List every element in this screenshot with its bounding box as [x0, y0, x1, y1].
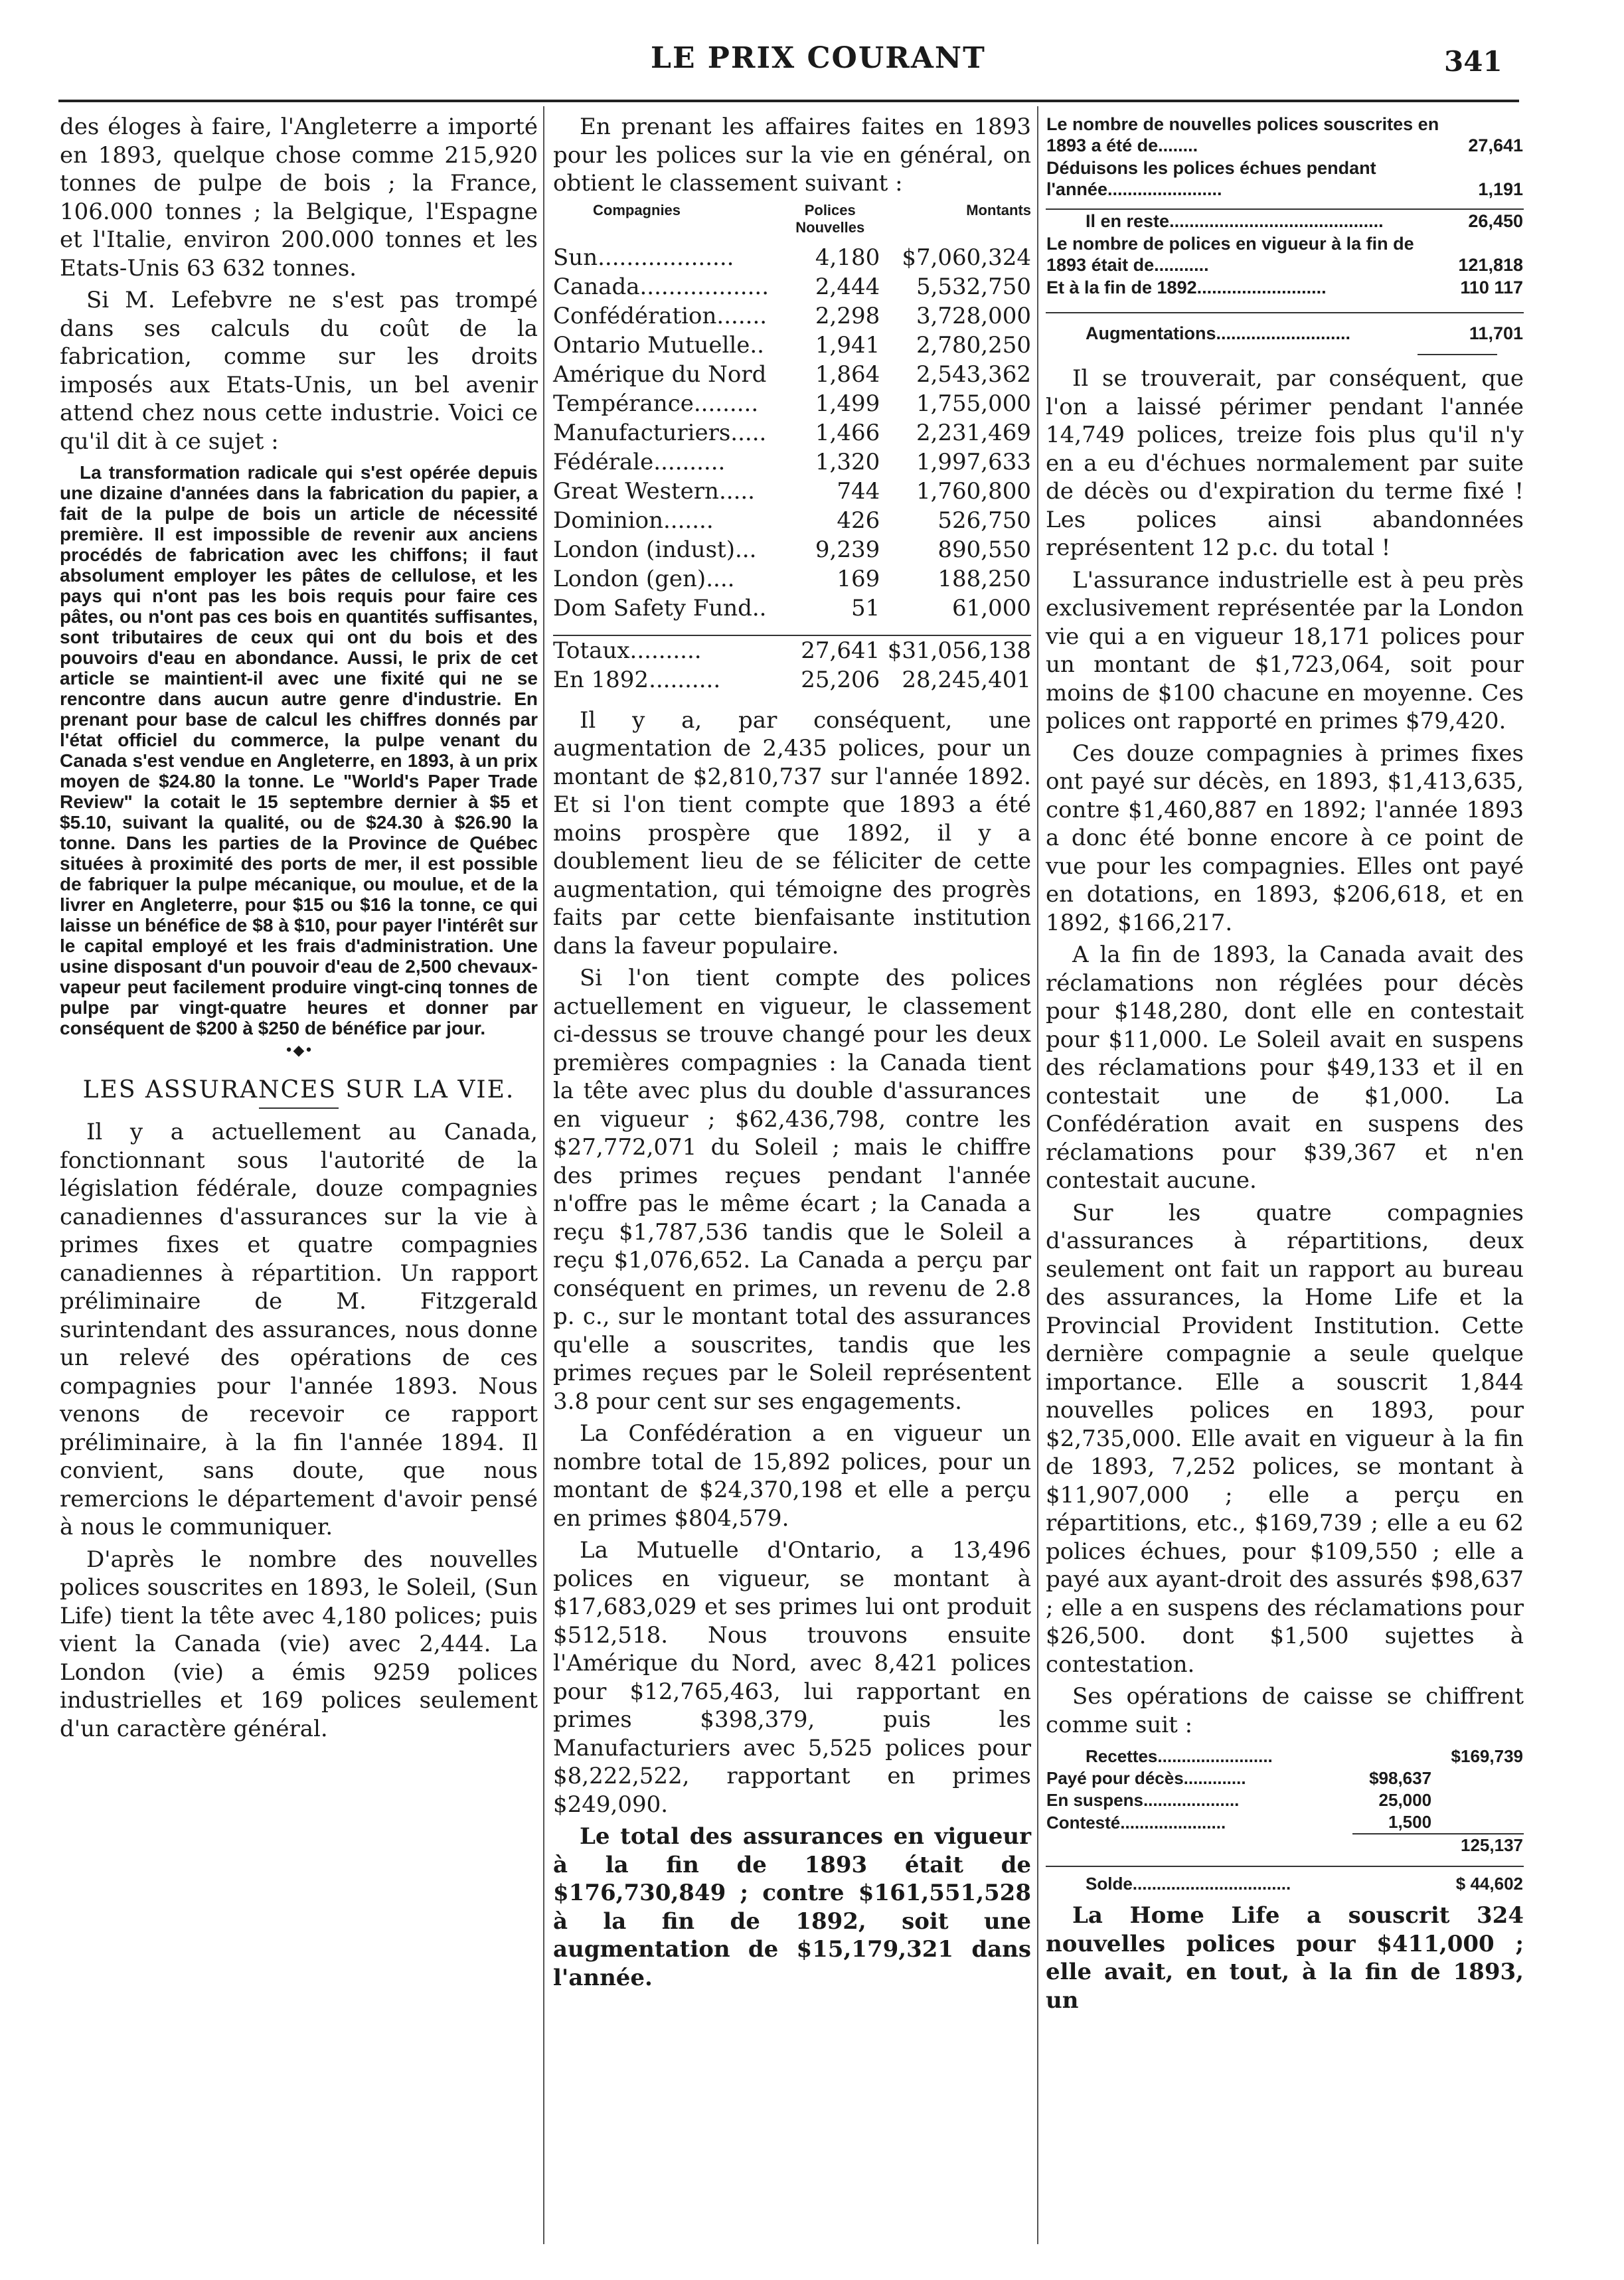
row-label: Sun: [553, 244, 598, 271]
row-label: Totaux: [553, 637, 630, 664]
column-header: Compagnies: [593, 201, 681, 218]
cash-label: Recettes: [1086, 1746, 1158, 1766]
stat-row: [1046, 276, 1524, 299]
row-policies: 169: [837, 565, 880, 592]
table-row: [553, 594, 1031, 623]
table-row: [553, 389, 1031, 418]
table-row: [553, 243, 1031, 272]
paragraph: Si l'on tient compte des polices actuellement en vigueur, le classement ci-dessus se trouve changé pour les deux premières compagnies : la Canada tient la tête avec plus du double d'assurances en vigueur ; $62,436,798, contre les $27,772,071 du Soleil ; mais le chiffre des primes reçues pendant l'année n'offre pas le même écart ; la Canada a reçu $1,787,536 tandis que le Soleil a reçu $1,076,652. La Canada a perçu par conséquent en primes, un revenu de 2.8 p. c., sur le montant total des assurances qu'elle a souscrites, tandis que les primes reçues par le Soleil représentent 3.8 pour cent sur ses engagements.: [553, 965, 1031, 1415]
row-policies: 1,941: [815, 331, 880, 359]
cash-row: [1046, 1789, 1524, 1811]
row-policies: 9,239: [815, 536, 880, 563]
row-amount: 28,245,401: [902, 666, 1031, 693]
table-row: [553, 564, 1031, 594]
column-divider: [543, 106, 544, 2244]
table-header: [553, 202, 1031, 243]
table-row: [553, 506, 1031, 535]
dot-leader: ...................: [598, 244, 734, 271]
row-label: London (indust): [553, 536, 735, 563]
dot-leader: ..........: [653, 448, 726, 475]
column-1: [60, 113, 538, 1747]
stat-row: [1046, 157, 1524, 201]
row-policies: 1,320: [815, 448, 880, 475]
dot-leader: ..........: [649, 666, 721, 693]
companies-table: [553, 202, 1031, 694]
column-header: Polices Nouvelles: [795, 201, 865, 236]
stat-row: [1046, 113, 1524, 157]
dot-leader: .................................: [1132, 1874, 1291, 1894]
cash-row: [1046, 1834, 1524, 1856]
paragraph: A la fin de 1893, la Canada avait des réclamations non réglées pour décès pour $148,280, dont elle en contestait pour $11,000. Le Soleil avait en suspens des réclamations pour $49,133 et il en contestait une de $1,000. La Confédération avait en suspens des réclamations pour $39,367 et n'en contestait aucune.: [1046, 941, 1524, 1194]
row-amount: 1,755,000: [916, 390, 1031, 417]
row-amount: 1,997,633: [916, 448, 1031, 475]
stat-label: Il en reste: [1086, 211, 1170, 231]
divider: [1418, 354, 1497, 355]
row-amount: 2,231,469: [916, 419, 1031, 446]
row-label: Canada: [553, 273, 640, 300]
column-3: [1046, 113, 1524, 2018]
paragraph: Il y a actuellement au Canada, fonctionnant sous l'autorité de la législation fédérale, douze compagnies canadiennes d'assurances sur la vie à primes fixes et quatre compagnies canadiennes à répartition. Un rapport préliminaire de M. Fitzgerald surintendant des assurances, nous donne un relevé des opérations de ces compagnies pour l'année 1893. Nous venons de recevoir ce rapport préliminaire, à la fin l'année 1894. Il convient, sans doute, que nous remercions le département d'avoir pensé à nous le communiquer.: [60, 1119, 538, 1540]
cash-row: [1046, 1811, 1524, 1834]
dot-leader: ........................: [1157, 1746, 1273, 1766]
row-amount: 3,728,000: [916, 302, 1031, 329]
row-policies: 4,180: [815, 244, 880, 271]
row-label: Confédération: [553, 302, 717, 329]
cash-label: Payé pour décès: [1046, 1768, 1184, 1788]
stat-value: 27,641: [1468, 135, 1523, 155]
paragraph: Si M. Lefebvre ne s'est pas trompé dans ses calculs du coût de la fabrication, comme sur les droits imposés aux Etats-Unis, un bel avenir attend chez nous cette industrie. Voici ce qu'il dit à ce sujet :: [60, 287, 538, 455]
row-label: Fédérale: [553, 448, 654, 475]
block-quote: [60, 462, 538, 1038]
column-2: [553, 113, 1031, 1996]
dot-leader: .........: [693, 390, 759, 417]
dot-leader: .......: [663, 507, 714, 534]
page-title: LE PRIX COURANT: [651, 41, 986, 75]
dot-leader: ..: [750, 331, 764, 359]
header-rule: [58, 100, 1519, 102]
dot-leader: .....: [730, 419, 767, 446]
table-row: [553, 448, 1031, 477]
dot-leader: ........: [1158, 135, 1198, 155]
row-label: London (gen): [553, 565, 706, 592]
dot-leader: ...........: [1154, 255, 1209, 275]
paragraph: des éloges à faire, l'Angleterre a importé en 1893, quelque chose comme 215,920 tonnes de pulpe de bois ; la France, 106.000 tonnes ; la Belgique, l'Espagne et l'Italie, environ 200.000 tonnes et les Etats-Unis 63 632 tonnes.: [60, 114, 538, 282]
row-amount: 2,543,362: [916, 361, 1031, 388]
cash-value: $ 44,602: [1432, 1866, 1524, 1895]
page-number: 341: [1444, 45, 1502, 78]
dot-leader: ...........................................: [1169, 211, 1384, 231]
row-label: Tempérance: [553, 390, 694, 417]
table-row: [553, 301, 1031, 331]
row-amount: 2,780,250: [916, 331, 1031, 359]
section-rule: [259, 1107, 339, 1109]
cash-subtotal: 125,137: [1432, 1834, 1524, 1856]
dot-leader: ..................: [639, 273, 770, 300]
paragraph: Ses opérations de caisse se chiffrent comme suit :: [1046, 1683, 1524, 1738]
row-label: Dominion: [553, 507, 663, 534]
dot-leader: .......: [716, 302, 768, 329]
paragraph: La Mutuelle d'Ontario, a 13,496 polices en vigueur, se montant à $17,683,029 et ses primes lui ont produit $512,518. Nous trouvons ensuite l'Amérique du Nord, avec 8,421 polices pour $12,765,463, lui rapportant en primes $398,379, puis les Manufacturiers avec 5,525 polices pour $8,222,522, rapportant en primes $249,090.: [553, 1537, 1031, 1818]
table-row: [553, 331, 1031, 360]
row-label: Great Western: [553, 477, 719, 505]
table-row-total: [553, 635, 1031, 665]
table-row: [553, 418, 1031, 448]
paragraph: D'après le nombre des nouvelles polices souscrites en 1893, le Soleil, (Sun Life) tient la tête avec 4,180 polices; puis vient la Canada (vie) avec 2,444. La London (vie) a émis 9259 polices industrielles et 169 polices seulement d'un caractère général.: [60, 1546, 538, 1742]
cash-value: $169,739: [1451, 1746, 1523, 1766]
paragraph: Le total des assurances en vigueur à la fin de 1893 était de $176,730,849 ; contre $161,551,528 à la fin de 1892, soit une augmentation de $15,179,321 dans l'année.: [553, 1823, 1031, 1991]
paragraph: Il y a, par conséquent, une augmentation de 2,435 polices, pour un montant de $2,810,737 sur l'année 1892. Et si l'on tient compte que 1893 a été moins prospère que 1892, il y a doublement lieu de se féliciter de cette augmentation, qui témoigne des progrès faits par cette bienfaisante institution dans la faveur populaire.: [553, 706, 1031, 959]
row-label: Manufacturiers: [553, 419, 731, 446]
row-policies: 1,499: [815, 390, 880, 417]
cash-value: $98,637: [1369, 1768, 1432, 1788]
dot-leader: ....: [706, 565, 735, 592]
stat-label: Déduisons les polices échues pendant l'année: [1046, 158, 1376, 199]
table-row: [553, 360, 1031, 389]
dot-leader: .............: [1183, 1768, 1246, 1788]
dot-leader: .......................: [1107, 179, 1222, 199]
stat-value: 1,191: [1478, 179, 1523, 199]
section-title: LES ASSURANCES SUR LA VIE.: [82, 1076, 515, 1103]
table-row: [553, 272, 1031, 301]
dot-leader: ...: [734, 536, 757, 563]
paragraph: En prenant les affaires faites en 1893 pour les polices sur la vie en général, on obtient le classement suivant :: [553, 114, 1031, 197]
row-policies: 2,298: [815, 302, 880, 329]
column-divider: [1037, 106, 1038, 2244]
quote-text: La transformation radicale qui s'est opérée depuis une dizaine d'années dans la fabrication du papier, a fait de la pulpe de bois un article de nécessité première. Il est impossible de revenir aux anciens procédés de fabrication avec les chiffons; il faut absolument employer les pâtes de cellulose, et les pays qui n'ont pas les bois requis pour faire ces pâtes, ou n'ont pas ces bois en quantités suffisantes, sont tributaires de ceux qui ont du bois et des pouvoirs d'eau en abondance. Aussi, le prix de cet article se maintient-il avec une fixité qui ne se rencontre dans aucun autre genre d'industrie. En prenant pour base de calcul les chiffres donnés par l'état officiel du commerce, la pulpe venant du Canada s'est vendue en Angleterre, en 1893, à un prix moyen de $24.80 la tonne. Le "World's Paper Trade Review" la cotait le 15 septembre dernier à $5 et $5.10, suivant la qualité, ou de $24.30 à $26.90 la tonne. Dans les parties de la Province de Québec situées à proximité des ports de mer, il est possible de fabriquer la pulpe mécanique, ou moulue, et de la livrer en Angleterre, pour $15 ou $16 la tonne, ce qui laisse un bénéfice de $8 à $10, pour payer l'intérêt sur le capital employé et les frais d'administration. Une usine disposant d'un pouvoir d'eau de 2,500 chevaux-vapeur peut facilement produire vingt-cinq tonnes de pulpe par vingt-quatre heures et donner par conséquent de $200 à $250 de bénéfice par jour.: [60, 462, 538, 1038]
stat-label: Augmentations: [1086, 323, 1216, 343]
row-policies: 744: [837, 477, 880, 505]
row-policies: 2,444: [815, 273, 880, 300]
table-row-prev: [553, 665, 1031, 694]
row-policies: 1,466: [815, 419, 880, 446]
cash-value: 25,000: [1378, 1790, 1432, 1810]
cash-row-solde: [1046, 1866, 1524, 1895]
stat-value: 11,701: [1457, 313, 1524, 345]
stat-label: Le nombre de nouvelles polices souscrites en 1893 a été de: [1046, 114, 1439, 155]
row-amount: 61,000: [952, 594, 1031, 621]
policy-stats: [1046, 113, 1524, 345]
row-amount: $7,060,324: [902, 244, 1031, 271]
row-amount: 1,760,800: [916, 477, 1031, 505]
cash-row: [1046, 1767, 1524, 1789]
dot-leader: .....: [718, 477, 755, 505]
dot-leader: ...........................: [1216, 323, 1351, 343]
paragraph: La Home Life a souscrit 324 nouvelles polices pour $411,000 ; elle avait, en tout, à la fin de 1893, un: [1046, 1902, 1524, 2014]
row-amount: 188,250: [937, 565, 1031, 592]
dot-leader: ......................: [1120, 1812, 1226, 1832]
dot-leader: ..........................: [1196, 278, 1327, 297]
row-amount: $31,056,138: [880, 635, 1031, 665]
ornament-icon: •◆•: [284, 1042, 313, 1059]
paragraph: Il se trouverait, par conséquent, que l'on a laissé périmer pendant l'année 14,749 polices, treize fois plus qu'il n'y en a eu d'échues normalement par suite de décès ou d'expiration du terme fixé ! Les polices ainsi abandonnées représentent 12 p.c. du total !: [1046, 365, 1524, 561]
row-policies: 27,641: [780, 635, 880, 665]
column-header: Montants: [966, 201, 1031, 218]
cash-value: 1,500: [1352, 1811, 1432, 1834]
row-policies: 51: [851, 594, 880, 621]
dot-leader: ..........: [629, 637, 702, 664]
stat-label: Le nombre de polices en vigueur à la fin de 1893 était de: [1046, 234, 1414, 275]
cash-operations: [1046, 1746, 1524, 1895]
dot-leader: ..: [752, 594, 767, 621]
row-amount: 5,532,750: [916, 273, 1031, 300]
row-label: Amérique du Nord: [553, 361, 767, 388]
row-policies: 25,206: [801, 666, 880, 693]
row-policies: 426: [837, 507, 880, 534]
row-label: Ontario Mutuelle: [553, 331, 750, 359]
table-body: [553, 243, 1031, 623]
stat-value: 26,450: [1457, 209, 1524, 232]
table-row: [553, 477, 1031, 506]
paragraph: Ces douze compagnies à primes fixes ont payé sur décès, en 1893, $1,413,635, contre $1,460,887 en 1892; l'année 1893 a donc été bonne encore à ce point de vue pour les compagnies. Elles ont payé en dotations, en 1893, $206,618, et en 1892, $166,217.: [1046, 740, 1524, 936]
stat-row: [1046, 209, 1524, 232]
stat-row: [1046, 313, 1524, 345]
paragraph: L'assurance industrielle est à peu près exclusivement représentée par la London vie qui a en vigueur 18,171 polices pour un montant de $1,723,064, soit pour moins de $100 chacune en moyenne. Ces polices ont rapporté en primes $79,420.: [1046, 566, 1524, 734]
cash-row: [1046, 1746, 1524, 1767]
table-row: [553, 535, 1031, 564]
cash-label: Contesté: [1046, 1812, 1121, 1832]
row-amount: 526,750: [937, 507, 1031, 534]
dot-leader: ....................: [1143, 1790, 1240, 1810]
stat-value: 121,818: [1458, 255, 1523, 275]
cash-label: Solde: [1086, 1874, 1133, 1894]
paragraph: La Confédération a en vigueur un nombre total de 15,892 polices, pour un montant de $24,370,198 et elle a perçu en primes $804,579.: [553, 1420, 1031, 1532]
cash-label: En suspens: [1046, 1790, 1143, 1810]
paragraph: Sur les quatre compagnies d'assurances à répartitions, deux seulement ont fait un rapport au bureau des assurances, la Home Life et la Provincial Provident Institution. Cette dernière compagnie a seule quelque importance. Elle a souscrit 1,844 nouvelles polices en 1893, pour $2,735,000. Elle avait en vigueur à la fin de 1893, 7,252 polices, se montant à $11,907,000 ; elle a perçu en répartitions, etc., $169,739 ; elle a eu 62 polices échues, pour $109,550 ; elle a payé aux ayant-droit des assurés $98,637 ; elle a en suspens des réclamations pour $26,500. dont $1,500 sujettes à contestation.: [1046, 1199, 1524, 1678]
row-amount: 890,550: [937, 536, 1031, 563]
row-policies: 1,864: [815, 361, 880, 388]
row-label: En 1892: [553, 666, 649, 693]
stat-row: [1046, 232, 1524, 276]
stat-value: 110 117: [1460, 278, 1523, 297]
stat-label: Et à la fin de 1892: [1046, 278, 1197, 297]
row-label: Dom Safety Fund: [553, 594, 752, 621]
